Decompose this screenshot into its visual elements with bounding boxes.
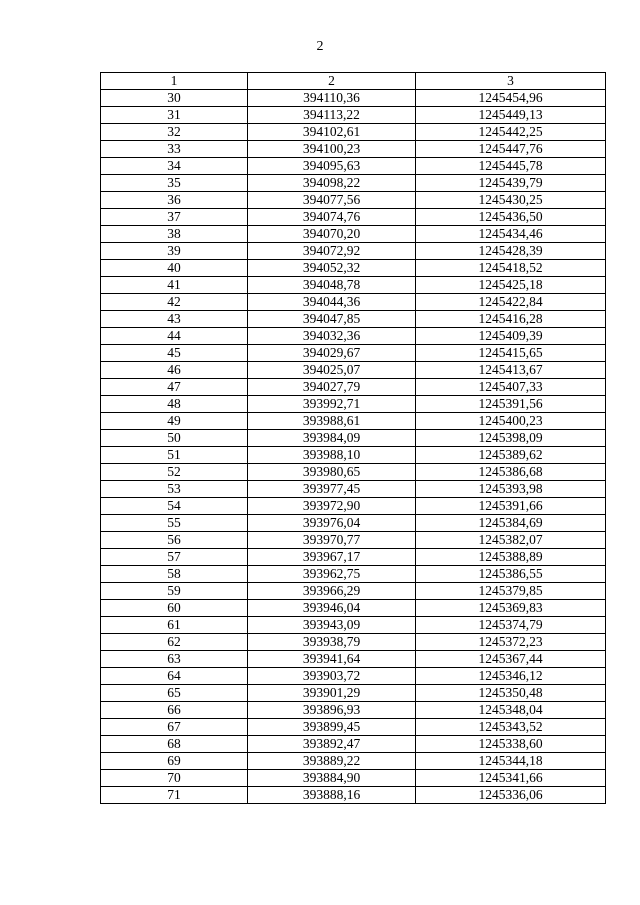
table-row	[101, 515, 606, 532]
table-row	[101, 175, 606, 192]
point-number-cell: 59	[101, 583, 248, 600]
x-coordinate-cell: 394110,36	[248, 90, 416, 107]
point-number-cell: 48	[101, 396, 248, 413]
table-row	[101, 277, 606, 294]
y-coordinate-cell: 1245442,25	[416, 124, 606, 141]
point-number-cell: 31	[101, 107, 248, 124]
y-coordinate-cell: 1245350,48	[416, 685, 606, 702]
point-number-cell: 68	[101, 736, 248, 753]
x-coordinate-cell: 394027,79	[248, 379, 416, 396]
x-coordinate-cell: 393892,47	[248, 736, 416, 753]
y-coordinate-cell: 1245336,06	[416, 787, 606, 804]
table-row	[101, 430, 606, 447]
table-row	[101, 362, 606, 379]
x-coordinate-cell: 393972,90	[248, 498, 416, 515]
y-coordinate-cell: 1245388,89	[416, 549, 606, 566]
point-number-cell: 36	[101, 192, 248, 209]
x-coordinate-cell: 394072,92	[248, 243, 416, 260]
table-row	[101, 634, 606, 651]
y-coordinate-cell: 1245389,62	[416, 447, 606, 464]
y-coordinate-cell: 1245367,44	[416, 651, 606, 668]
point-number-cell: 64	[101, 668, 248, 685]
y-coordinate-cell: 1245391,66	[416, 498, 606, 515]
y-coordinate-cell: 1245425,18	[416, 277, 606, 294]
table-row	[101, 617, 606, 634]
column-header-3: 3	[416, 73, 606, 90]
x-coordinate-cell: 393976,04	[248, 515, 416, 532]
y-coordinate-cell: 1245400,23	[416, 413, 606, 430]
point-number-cell: 58	[101, 566, 248, 583]
x-coordinate-cell: 393884,90	[248, 770, 416, 787]
x-coordinate-cell: 393889,22	[248, 753, 416, 770]
y-coordinate-cell: 1245374,79	[416, 617, 606, 634]
table-row	[101, 90, 606, 107]
point-number-cell: 49	[101, 413, 248, 430]
table-row	[101, 583, 606, 600]
point-number-cell: 35	[101, 175, 248, 192]
table-row	[101, 549, 606, 566]
x-coordinate-cell: 394025,07	[248, 362, 416, 379]
table-row	[101, 736, 606, 753]
point-number-cell: 56	[101, 532, 248, 549]
y-coordinate-cell: 1245393,98	[416, 481, 606, 498]
table-row	[101, 413, 606, 430]
table-header-row	[101, 73, 606, 90]
point-number-cell: 65	[101, 685, 248, 702]
x-coordinate-cell: 394100,23	[248, 141, 416, 158]
point-number-cell: 52	[101, 464, 248, 481]
table-row	[101, 396, 606, 413]
point-number-cell: 57	[101, 549, 248, 566]
y-coordinate-cell: 1245384,69	[416, 515, 606, 532]
y-coordinate-cell: 1245348,04	[416, 702, 606, 719]
x-coordinate-cell: 393899,45	[248, 719, 416, 736]
table-row	[101, 124, 606, 141]
table-row	[101, 226, 606, 243]
y-coordinate-cell: 1245398,09	[416, 430, 606, 447]
y-coordinate-cell: 1245428,39	[416, 243, 606, 260]
point-number-cell: 30	[101, 90, 248, 107]
x-coordinate-cell: 393896,93	[248, 702, 416, 719]
point-number-cell: 60	[101, 600, 248, 617]
y-coordinate-cell: 1245382,07	[416, 532, 606, 549]
point-number-cell: 63	[101, 651, 248, 668]
x-coordinate-cell: 393938,79	[248, 634, 416, 651]
table-body	[101, 90, 606, 804]
column-header-1: 1	[101, 73, 248, 90]
table-row	[101, 192, 606, 209]
y-coordinate-cell: 1245413,67	[416, 362, 606, 379]
x-coordinate-cell: 393901,29	[248, 685, 416, 702]
table-row	[101, 260, 606, 277]
point-number-cell: 41	[101, 277, 248, 294]
x-coordinate-cell: 394052,32	[248, 260, 416, 277]
y-coordinate-cell: 1245434,46	[416, 226, 606, 243]
point-number-cell: 47	[101, 379, 248, 396]
x-coordinate-cell: 394113,22	[248, 107, 416, 124]
x-coordinate-cell: 394074,76	[248, 209, 416, 226]
y-coordinate-cell: 1245369,83	[416, 600, 606, 617]
y-coordinate-cell: 1245436,50	[416, 209, 606, 226]
y-coordinate-cell: 1245372,23	[416, 634, 606, 651]
point-number-cell: 38	[101, 226, 248, 243]
point-number-cell: 37	[101, 209, 248, 226]
table-row	[101, 209, 606, 226]
page-number: 2	[316, 39, 324, 54]
x-coordinate-cell: 394032,36	[248, 328, 416, 345]
y-coordinate-cell: 1245422,84	[416, 294, 606, 311]
x-coordinate-cell: 394047,85	[248, 311, 416, 328]
table-row	[101, 464, 606, 481]
y-coordinate-cell: 1245407,33	[416, 379, 606, 396]
point-number-cell: 51	[101, 447, 248, 464]
point-number-cell: 67	[101, 719, 248, 736]
y-coordinate-cell: 1245449,13	[416, 107, 606, 124]
x-coordinate-cell: 394029,67	[248, 345, 416, 362]
point-number-cell: 61	[101, 617, 248, 634]
x-coordinate-cell: 393988,10	[248, 447, 416, 464]
x-coordinate-cell: 393946,04	[248, 600, 416, 617]
point-number-cell: 69	[101, 753, 248, 770]
x-coordinate-cell: 393977,45	[248, 481, 416, 498]
coordinates-table	[100, 72, 606, 804]
table-row	[101, 787, 606, 804]
y-coordinate-cell: 1245430,25	[416, 192, 606, 209]
x-coordinate-cell: 393992,71	[248, 396, 416, 413]
y-coordinate-cell: 1245416,28	[416, 311, 606, 328]
y-coordinate-cell: 1245343,52	[416, 719, 606, 736]
table-row	[101, 498, 606, 515]
y-coordinate-cell: 1245346,12	[416, 668, 606, 685]
x-coordinate-cell: 394095,63	[248, 158, 416, 175]
y-coordinate-cell: 1245341,66	[416, 770, 606, 787]
point-number-cell: 71	[101, 787, 248, 804]
y-coordinate-cell: 1245418,52	[416, 260, 606, 277]
y-coordinate-cell: 1245386,55	[416, 566, 606, 583]
table-row	[101, 328, 606, 345]
y-coordinate-cell: 1245391,56	[416, 396, 606, 413]
y-coordinate-cell: 1245386,68	[416, 464, 606, 481]
point-number-cell: 44	[101, 328, 248, 345]
point-number-cell: 54	[101, 498, 248, 515]
x-coordinate-cell: 394102,61	[248, 124, 416, 141]
y-coordinate-cell: 1245447,76	[416, 141, 606, 158]
y-coordinate-cell: 1245439,79	[416, 175, 606, 192]
point-number-cell: 62	[101, 634, 248, 651]
x-coordinate-cell: 393980,65	[248, 464, 416, 481]
point-number-cell: 50	[101, 430, 248, 447]
point-number-cell: 45	[101, 345, 248, 362]
point-number-cell: 34	[101, 158, 248, 175]
table-row	[101, 770, 606, 787]
x-coordinate-cell: 393943,09	[248, 617, 416, 634]
table-row	[101, 158, 606, 175]
point-number-cell: 55	[101, 515, 248, 532]
table-row	[101, 379, 606, 396]
y-coordinate-cell: 1245338,60	[416, 736, 606, 753]
table-row	[101, 447, 606, 464]
x-coordinate-cell: 393984,09	[248, 430, 416, 447]
y-coordinate-cell: 1245409,39	[416, 328, 606, 345]
y-coordinate-cell: 1245445,78	[416, 158, 606, 175]
y-coordinate-cell: 1245344,18	[416, 753, 606, 770]
table-row	[101, 600, 606, 617]
point-number-cell: 40	[101, 260, 248, 277]
x-coordinate-cell: 393966,29	[248, 583, 416, 600]
x-coordinate-cell: 393888,16	[248, 787, 416, 804]
table-row	[101, 141, 606, 158]
point-number-cell: 43	[101, 311, 248, 328]
x-coordinate-cell: 393941,64	[248, 651, 416, 668]
x-coordinate-cell: 393903,72	[248, 668, 416, 685]
x-coordinate-cell: 394070,20	[248, 226, 416, 243]
table-row	[101, 668, 606, 685]
point-number-cell: 66	[101, 702, 248, 719]
point-number-cell: 33	[101, 141, 248, 158]
column-header-2: 2	[248, 73, 416, 90]
point-number-cell: 39	[101, 243, 248, 260]
x-coordinate-cell: 393988,61	[248, 413, 416, 430]
table-row	[101, 532, 606, 549]
point-number-cell: 32	[101, 124, 248, 141]
x-coordinate-cell: 394077,56	[248, 192, 416, 209]
table-row	[101, 107, 606, 124]
table-row	[101, 685, 606, 702]
table-row	[101, 345, 606, 362]
table-row	[101, 719, 606, 736]
table-row	[101, 481, 606, 498]
x-coordinate-cell: 394044,36	[248, 294, 416, 311]
table-row	[101, 651, 606, 668]
table-row	[101, 566, 606, 583]
x-coordinate-cell: 394048,78	[248, 277, 416, 294]
y-coordinate-cell: 1245454,96	[416, 90, 606, 107]
point-number-cell: 46	[101, 362, 248, 379]
table-row	[101, 702, 606, 719]
table-row	[101, 294, 606, 311]
point-number-cell: 53	[101, 481, 248, 498]
table-row	[101, 243, 606, 260]
x-coordinate-cell: 393970,77	[248, 532, 416, 549]
x-coordinate-cell: 393967,17	[248, 549, 416, 566]
y-coordinate-cell: 1245379,85	[416, 583, 606, 600]
table-row	[101, 311, 606, 328]
x-coordinate-cell: 393962,75	[248, 566, 416, 583]
x-coordinate-cell: 394098,22	[248, 175, 416, 192]
point-number-cell: 70	[101, 770, 248, 787]
y-coordinate-cell: 1245415,65	[416, 345, 606, 362]
table-row	[101, 753, 606, 770]
point-number-cell: 42	[101, 294, 248, 311]
